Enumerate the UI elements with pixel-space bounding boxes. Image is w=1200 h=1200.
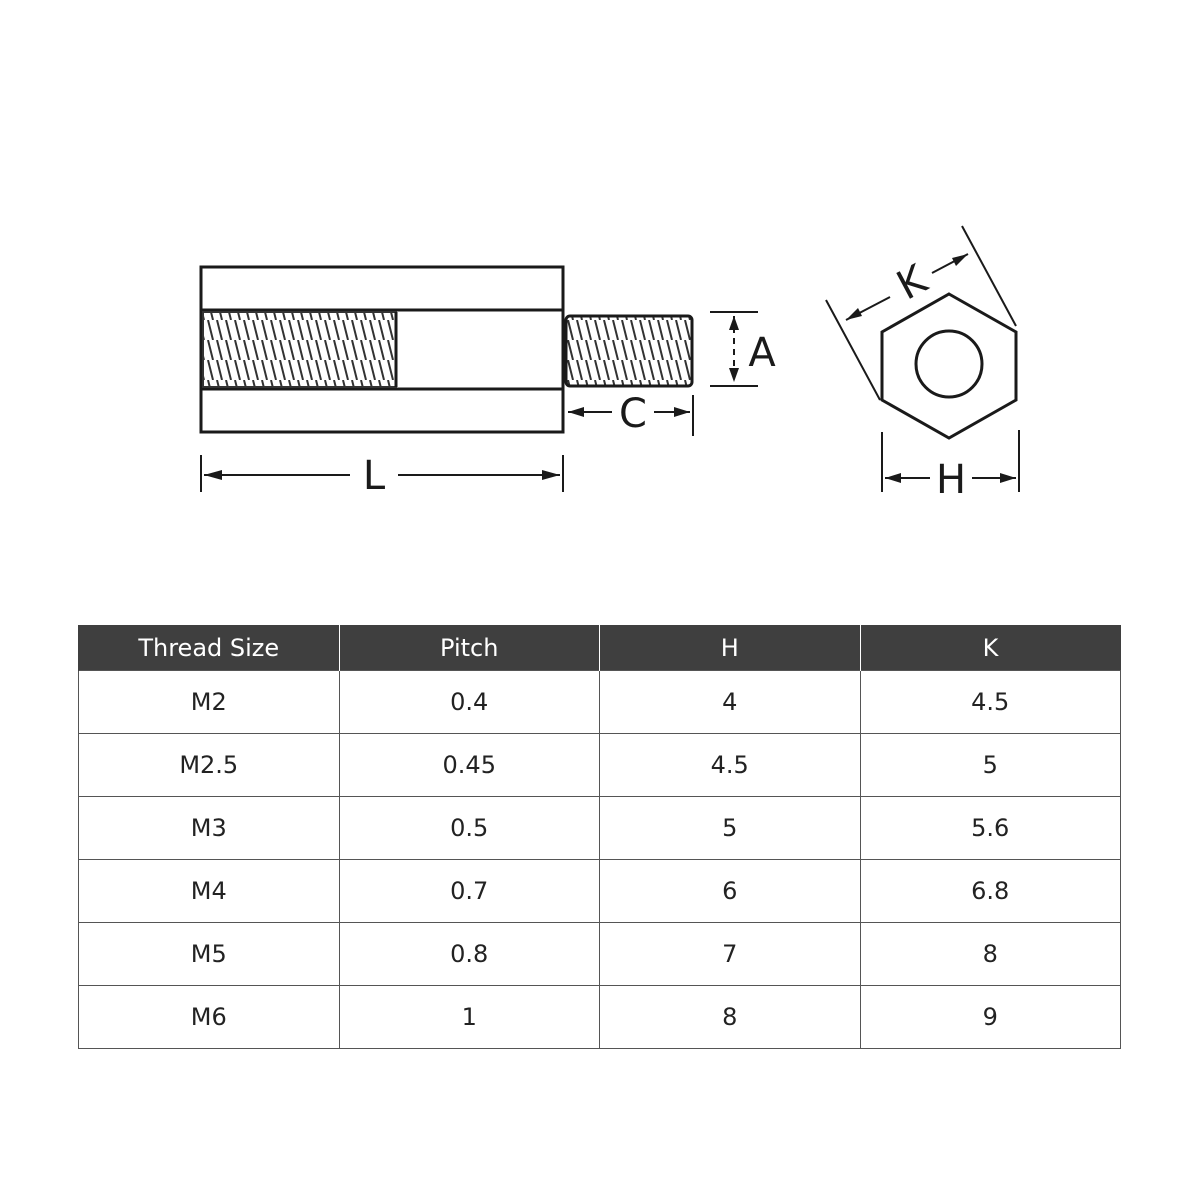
header-pitch: Pitch: [339, 625, 600, 671]
table-header-row: [79, 625, 1121, 671]
cell-h: 7: [600, 923, 861, 986]
header-h: H: [600, 625, 861, 671]
cell-h: 5: [600, 797, 861, 860]
cell-k: 4.5: [860, 671, 1121, 734]
cell-pitch: 1: [339, 986, 600, 1049]
cell-pitch: 0.7: [339, 860, 600, 923]
header-k: K: [860, 625, 1121, 671]
cell-thread-size: M3: [79, 797, 340, 860]
table-row: [79, 986, 1121, 1049]
cell-k: 5: [860, 734, 1121, 797]
cell-k: 8: [860, 923, 1121, 986]
dimension-a: [710, 312, 776, 386]
cell-thread-size: M2: [79, 671, 340, 734]
table-row: [79, 923, 1121, 986]
cell-h: 8: [600, 986, 861, 1049]
cell-thread-size: M4: [79, 860, 340, 923]
header-thread-size: Thread Size: [79, 625, 340, 671]
cell-pitch: 0.5: [339, 797, 600, 860]
table-row: [79, 797, 1121, 860]
dimension-label-a: A: [748, 330, 776, 376]
cell-pitch: 0.4: [339, 671, 600, 734]
cell-k: 9: [860, 986, 1121, 1049]
dimension-k: [826, 226, 1016, 400]
cell-k: 5.6: [860, 797, 1121, 860]
cell-thread-size: M5: [79, 923, 340, 986]
dimension-h: [882, 430, 1019, 503]
table-row: [79, 671, 1121, 734]
cell-k: 6.8: [860, 860, 1121, 923]
cell-pitch: 0.8: [339, 923, 600, 986]
cell-h: 4.5: [600, 734, 861, 797]
dimension-label-h: H: [935, 457, 967, 503]
dimension-c: [568, 391, 693, 437]
hex-end-view: [882, 294, 1016, 438]
dimension-label-l: L: [362, 453, 386, 499]
dimension-label-c: C: [619, 391, 647, 437]
cell-h: 4: [600, 671, 861, 734]
external-thread: [566, 316, 692, 386]
table-row: [79, 734, 1121, 797]
cell-h: 6: [600, 860, 861, 923]
cell-pitch: 0.45: [339, 734, 600, 797]
dimension-label-k: K: [889, 256, 935, 310]
dimension-l: [201, 453, 563, 499]
table-row: [79, 860, 1121, 923]
internal-thread: [203, 312, 396, 387]
cell-thread-size: M2.5: [79, 734, 340, 797]
thread-spec-table: [78, 625, 1121, 1049]
cell-thread-size: M6: [79, 986, 340, 1049]
